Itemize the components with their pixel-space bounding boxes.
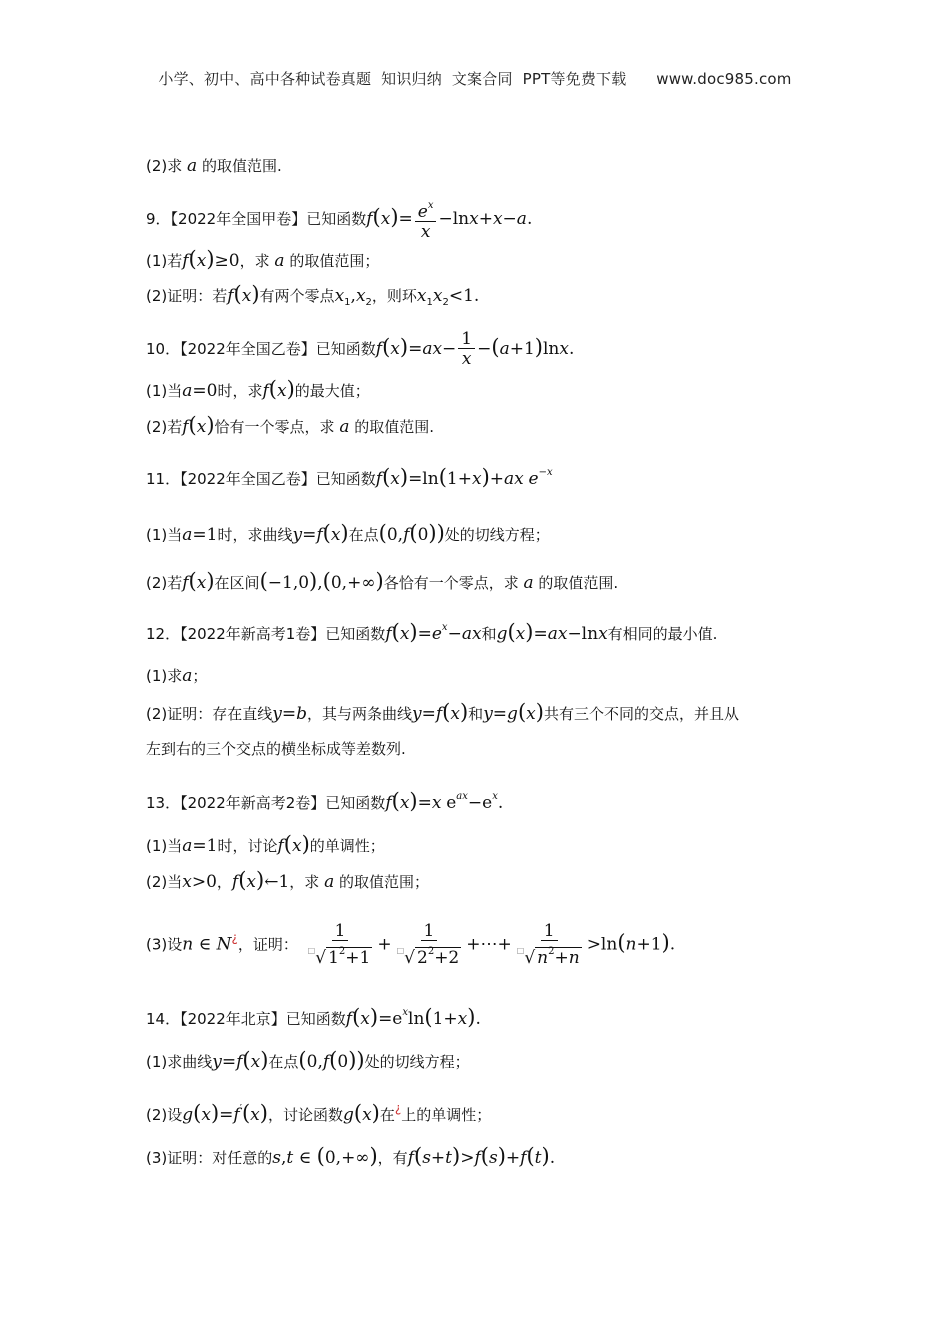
q12-sub1: (1)求a； [146,666,208,686]
q9-title: 9．【2022年全国甲卷】已知函数f(x)= $\frac{e^x}{x}$ −lnx+x−a. [146,197,532,242]
prev-sub2: (2)求 a 的取值范围. [146,156,282,176]
q13-sub3: (3)设n ∈ N¿，证明： $\frac{1}{^□√ 1^2+1}$ + $\frac{1}{^□√ 2^2+2}$ +⋯+ $\frac{1}{^□√ n^2+n}$ >ln(n+1). [146,921,676,968]
q11-sub2: (2)若f(x)在区间(−1,0),(0,+∞)各恰有一个零点，求 a 的取值范围. [146,569,619,593]
page-header: 小学、初中、高中各种试卷真题 知识归纳 文案合同 PPT等免费下载 www.doc985.com [158,70,792,88]
q12-sub2-line2: 左到右的三个交点的横坐标成等差数列. [146,740,406,758]
q14-sub1: (1)求曲线y=f(x)在点(0,f(0))处的切线方程； [146,1048,470,1072]
q14-title: 14．【2022年北京】已知函数$f(x)=e^x\ln(1+x)$. [146,1005,481,1029]
q13-title: 13．【2022年新高考2卷】已知函数f(x)=x $e^{ax}-e^x$. [146,789,504,813]
q9-sub2: (2)证明：若f(x)有两个零点$x_1,x_2$，则环$x_1x_2<1$. [146,282,480,308]
q13-sub2: (2)当x>0，f(x)←1，求 a 的取值范围； [146,868,430,892]
q11-title: 11．【2022年全国乙卷】已知函数f(x)=ln(1+x)+ax $e^{-x}$ [146,465,553,489]
q14-sub3: (3)证明：对任意的s,t ∈ (0,+∞)，有f(s+t)>f(s)+f(t). [146,1144,556,1168]
q10-sub1: (1)当a=0时，求f(x)的最大值； [146,377,370,401]
q14-sub2: (2)设g(x)=f′(x)，讨论函数g(x)在¿上的单调性； [146,1101,492,1125]
q13-sub1: (1)当a=1时，讨论f(x)的单调性； [146,832,385,856]
q12-sub2: (2)证明：存在直线y=b，其与两条曲线y=f(x)和y=g(x)共有三个不同的交点，并且从 [146,700,739,724]
q10-sub2: (2)若f(x)恰有一个零点，求 a 的取值范围. [146,413,435,437]
q10-title: 10．【2022年全国乙卷】已知函数f(x)=ax− $\frac{1}{x}$ −(a+1)lnx. [146,329,575,369]
q9-sub1: (1)若f(x)≥0，求 a 的取值范围； [146,247,380,271]
q12-title: 12．【2022年新高考1卷】已知函数$f(x)=e^x-ax$和g(x)=ax−lnx有相同的最小值. [146,620,718,644]
q11-sub1: (1)当a=1时，求曲线y=f(x)在点(0,f(0))处的切线方程； [146,521,550,545]
